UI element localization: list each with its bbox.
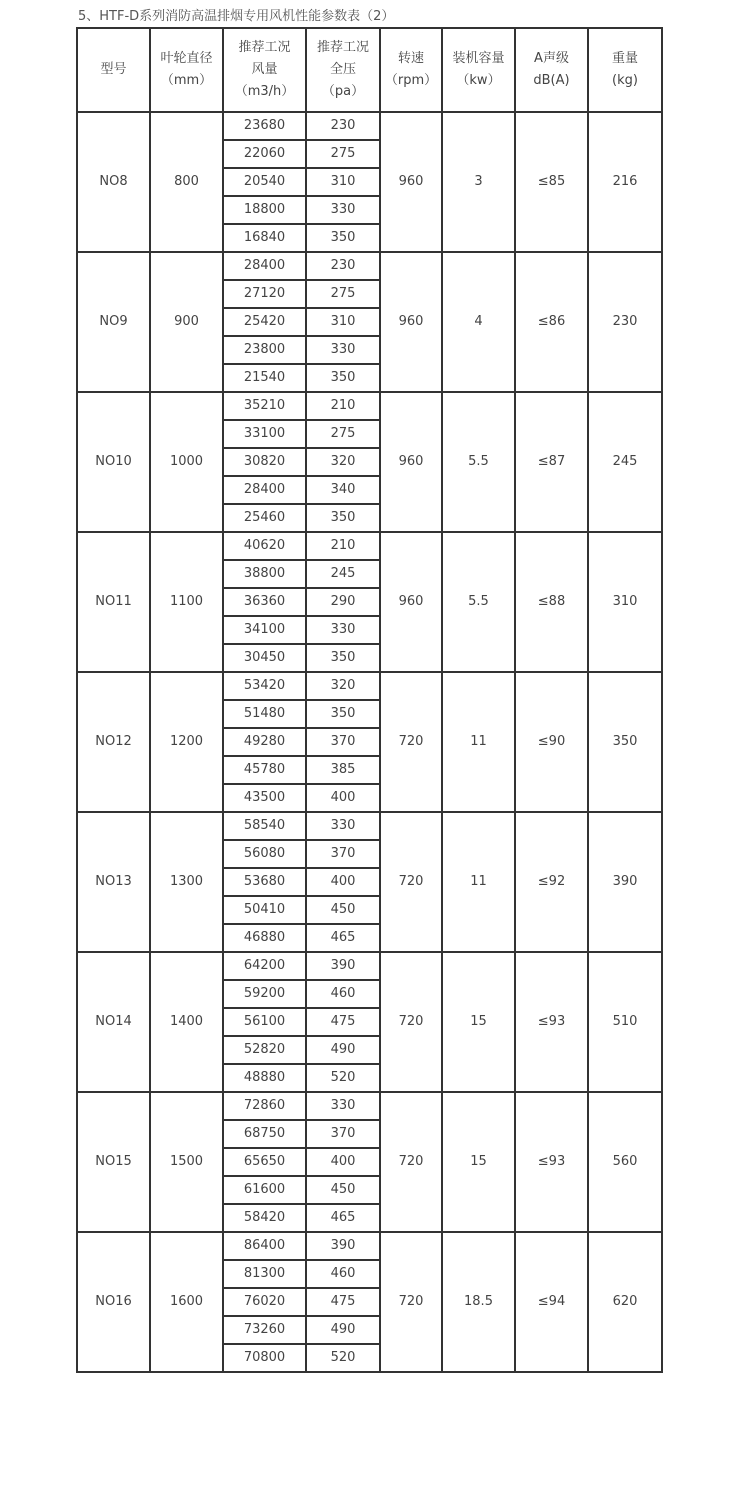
table-caption: 5、HTF-D系列消防高温排烟专用风机性能参数表（2） — [78, 9, 395, 24]
model-cell: NO14 — [77, 952, 150, 1092]
model-cell: NO15 — [77, 1092, 150, 1232]
model-cell: NO16 — [77, 1232, 150, 1372]
pressure-cell: 350 — [306, 364, 380, 392]
installed-power-cell: 15 — [442, 952, 515, 1092]
table-row — [77, 1092, 662, 1120]
model-cell: NO11 — [77, 532, 150, 672]
airflow-cell: 28400 — [223, 476, 306, 504]
installed-power-cell: 3 — [442, 112, 515, 252]
pressure-cell: 370 — [306, 840, 380, 868]
airflow-cell: 25460 — [223, 504, 306, 532]
header-total-pressure: 推荐工况 全压 （pa） — [306, 28, 380, 112]
installed-power-cell: 18.5 — [442, 1232, 515, 1372]
airflow-cell: 59200 — [223, 980, 306, 1008]
airflow-cell: 38800 — [223, 560, 306, 588]
installed-power-cell: 4 — [442, 252, 515, 392]
pressure-cell: 400 — [306, 868, 380, 896]
airflow-cell: 51480 — [223, 700, 306, 728]
pressure-cell: 490 — [306, 1316, 380, 1344]
header-weight: 重量 (kg) — [588, 28, 662, 112]
airflow-cell: 81300 — [223, 1260, 306, 1288]
pressure-cell: 330 — [306, 812, 380, 840]
airflow-cell: 46880 — [223, 924, 306, 952]
pressure-cell: 475 — [306, 1008, 380, 1036]
airflow-cell: 56080 — [223, 840, 306, 868]
noise-level-cell: ≤94 — [515, 1232, 588, 1372]
speed-cell: 720 — [380, 1092, 442, 1232]
pressure-cell: 385 — [306, 756, 380, 784]
pressure-cell: 460 — [306, 1260, 380, 1288]
airflow-cell: 58420 — [223, 1204, 306, 1232]
airflow-cell: 20540 — [223, 168, 306, 196]
header-installed-power: 装机容量 （kw） — [442, 28, 515, 112]
airflow-cell: 27120 — [223, 280, 306, 308]
noise-level-cell: ≤92 — [515, 812, 588, 952]
noise-level-cell: ≤87 — [515, 392, 588, 532]
weight-cell: 216 — [588, 112, 662, 252]
airflow-cell: 23800 — [223, 336, 306, 364]
pressure-cell: 390 — [306, 952, 380, 980]
pressure-cell: 475 — [306, 1288, 380, 1316]
impeller-diameter-cell: 1500 — [150, 1092, 223, 1232]
airflow-cell: 73260 — [223, 1316, 306, 1344]
weight-cell: 620 — [588, 1232, 662, 1372]
weight-cell: 390 — [588, 812, 662, 952]
table-row — [77, 392, 662, 420]
impeller-diameter-cell: 1100 — [150, 532, 223, 672]
pressure-cell: 275 — [306, 140, 380, 168]
pressure-cell: 330 — [306, 196, 380, 224]
speed-cell: 960 — [380, 252, 442, 392]
pressure-cell: 350 — [306, 644, 380, 672]
header-airflow: 推荐工况 风量 （m3/h） — [223, 28, 306, 112]
pressure-cell: 320 — [306, 672, 380, 700]
pressure-cell: 290 — [306, 588, 380, 616]
header-row — [77, 28, 662, 112]
airflow-cell: 72860 — [223, 1092, 306, 1120]
airflow-cell: 68750 — [223, 1120, 306, 1148]
impeller-diameter-cell: 1400 — [150, 952, 223, 1092]
table-row — [77, 532, 662, 560]
installed-power-cell: 11 — [442, 672, 515, 812]
airflow-cell: 45780 — [223, 756, 306, 784]
airflow-cell: 25420 — [223, 308, 306, 336]
airflow-cell: 52820 — [223, 1036, 306, 1064]
noise-level-cell: ≤85 — [515, 112, 588, 252]
table-row — [77, 812, 662, 840]
airflow-cell: 21540 — [223, 364, 306, 392]
airflow-cell: 53420 — [223, 672, 306, 700]
pressure-cell: 310 — [306, 168, 380, 196]
airflow-cell: 58540 — [223, 812, 306, 840]
pressure-cell: 390 — [306, 1232, 380, 1260]
weight-cell: 510 — [588, 952, 662, 1092]
pressure-cell: 350 — [306, 504, 380, 532]
pressure-cell: 210 — [306, 532, 380, 560]
pressure-cell: 210 — [306, 392, 380, 420]
pressure-cell: 450 — [306, 896, 380, 924]
pressure-cell: 275 — [306, 280, 380, 308]
model-cell: NO10 — [77, 392, 150, 532]
airflow-cell: 35210 — [223, 392, 306, 420]
weight-cell: 310 — [588, 532, 662, 672]
pressure-cell: 460 — [306, 980, 380, 1008]
installed-power-cell: 5.5 — [442, 392, 515, 532]
weight-cell: 350 — [588, 672, 662, 812]
model-cell: NO13 — [77, 812, 150, 952]
speed-cell: 720 — [380, 952, 442, 1092]
weight-cell: 560 — [588, 1092, 662, 1232]
noise-level-cell: ≤88 — [515, 532, 588, 672]
airflow-cell: 36360 — [223, 588, 306, 616]
noise-level-cell: ≤93 — [515, 952, 588, 1092]
airflow-cell: 23680 — [223, 112, 306, 140]
fan-performance-table — [76, 27, 663, 1373]
airflow-cell: 30450 — [223, 644, 306, 672]
noise-level-cell: ≤93 — [515, 1092, 588, 1232]
impeller-diameter-cell: 800 — [150, 112, 223, 252]
impeller-diameter-cell: 1600 — [150, 1232, 223, 1372]
installed-power-cell: 5.5 — [442, 532, 515, 672]
airflow-cell: 33100 — [223, 420, 306, 448]
weight-cell: 245 — [588, 392, 662, 532]
weight-cell: 230 — [588, 252, 662, 392]
airflow-cell: 64200 — [223, 952, 306, 980]
impeller-diameter-cell: 1000 — [150, 392, 223, 532]
pressure-cell: 400 — [306, 784, 380, 812]
airflow-cell: 34100 — [223, 616, 306, 644]
pressure-cell: 400 — [306, 1148, 380, 1176]
airflow-cell: 53680 — [223, 868, 306, 896]
model-cell: NO12 — [77, 672, 150, 812]
pressure-cell: 465 — [306, 1204, 380, 1232]
airflow-cell: 56100 — [223, 1008, 306, 1036]
impeller-diameter-cell: 900 — [150, 252, 223, 392]
table-row — [77, 1232, 662, 1260]
model-cell: NO8 — [77, 112, 150, 252]
speed-cell: 720 — [380, 812, 442, 952]
table-row — [77, 252, 662, 280]
pressure-cell: 520 — [306, 1344, 380, 1372]
header-impeller-diameter: 叶轮直径 （mm） — [150, 28, 223, 112]
pressure-cell: 465 — [306, 924, 380, 952]
pressure-cell: 320 — [306, 448, 380, 476]
airflow-cell: 50410 — [223, 896, 306, 924]
noise-level-cell: ≤90 — [515, 672, 588, 812]
pressure-cell: 370 — [306, 1120, 380, 1148]
airflow-cell: 49280 — [223, 728, 306, 756]
airflow-cell: 28400 — [223, 252, 306, 280]
pressure-cell: 340 — [306, 476, 380, 504]
table-row — [77, 952, 662, 980]
header-speed: 转速 （rpm） — [380, 28, 442, 112]
pressure-cell: 275 — [306, 420, 380, 448]
pressure-cell: 230 — [306, 112, 380, 140]
airflow-cell: 43500 — [223, 784, 306, 812]
airflow-cell: 18800 — [223, 196, 306, 224]
pressure-cell: 310 — [306, 308, 380, 336]
installed-power-cell: 15 — [442, 1092, 515, 1232]
pressure-cell: 330 — [306, 1092, 380, 1120]
airflow-cell: 76020 — [223, 1288, 306, 1316]
table-row — [77, 112, 662, 140]
pressure-cell: 350 — [306, 224, 380, 252]
airflow-cell: 65650 — [223, 1148, 306, 1176]
pressure-cell: 450 — [306, 1176, 380, 1204]
header-model: 型号 — [77, 28, 150, 112]
airflow-cell: 16840 — [223, 224, 306, 252]
airflow-cell: 86400 — [223, 1232, 306, 1260]
airflow-cell: 22060 — [223, 140, 306, 168]
installed-power-cell: 11 — [442, 812, 515, 952]
airflow-cell: 61600 — [223, 1176, 306, 1204]
pressure-cell: 230 — [306, 252, 380, 280]
impeller-diameter-cell: 1300 — [150, 812, 223, 952]
pressure-cell: 370 — [306, 728, 380, 756]
speed-cell: 720 — [380, 1232, 442, 1372]
model-cell: NO9 — [77, 252, 150, 392]
airflow-cell: 40620 — [223, 532, 306, 560]
noise-level-cell: ≤86 — [515, 252, 588, 392]
pressure-cell: 330 — [306, 336, 380, 364]
pressure-cell: 490 — [306, 1036, 380, 1064]
table-row — [77, 672, 662, 700]
speed-cell: 960 — [380, 392, 442, 532]
impeller-diameter-cell: 1200 — [150, 672, 223, 812]
speed-cell: 720 — [380, 672, 442, 812]
airflow-cell: 30820 — [223, 448, 306, 476]
pressure-cell: 520 — [306, 1064, 380, 1092]
header-noise-level: A声级 dB(A) — [515, 28, 588, 112]
airflow-cell: 48880 — [223, 1064, 306, 1092]
pressure-cell: 350 — [306, 700, 380, 728]
airflow-cell: 70800 — [223, 1344, 306, 1372]
speed-cell: 960 — [380, 112, 442, 252]
table-body — [77, 112, 662, 1372]
pressure-cell: 245 — [306, 560, 380, 588]
speed-cell: 960 — [380, 532, 442, 672]
pressure-cell: 330 — [306, 616, 380, 644]
